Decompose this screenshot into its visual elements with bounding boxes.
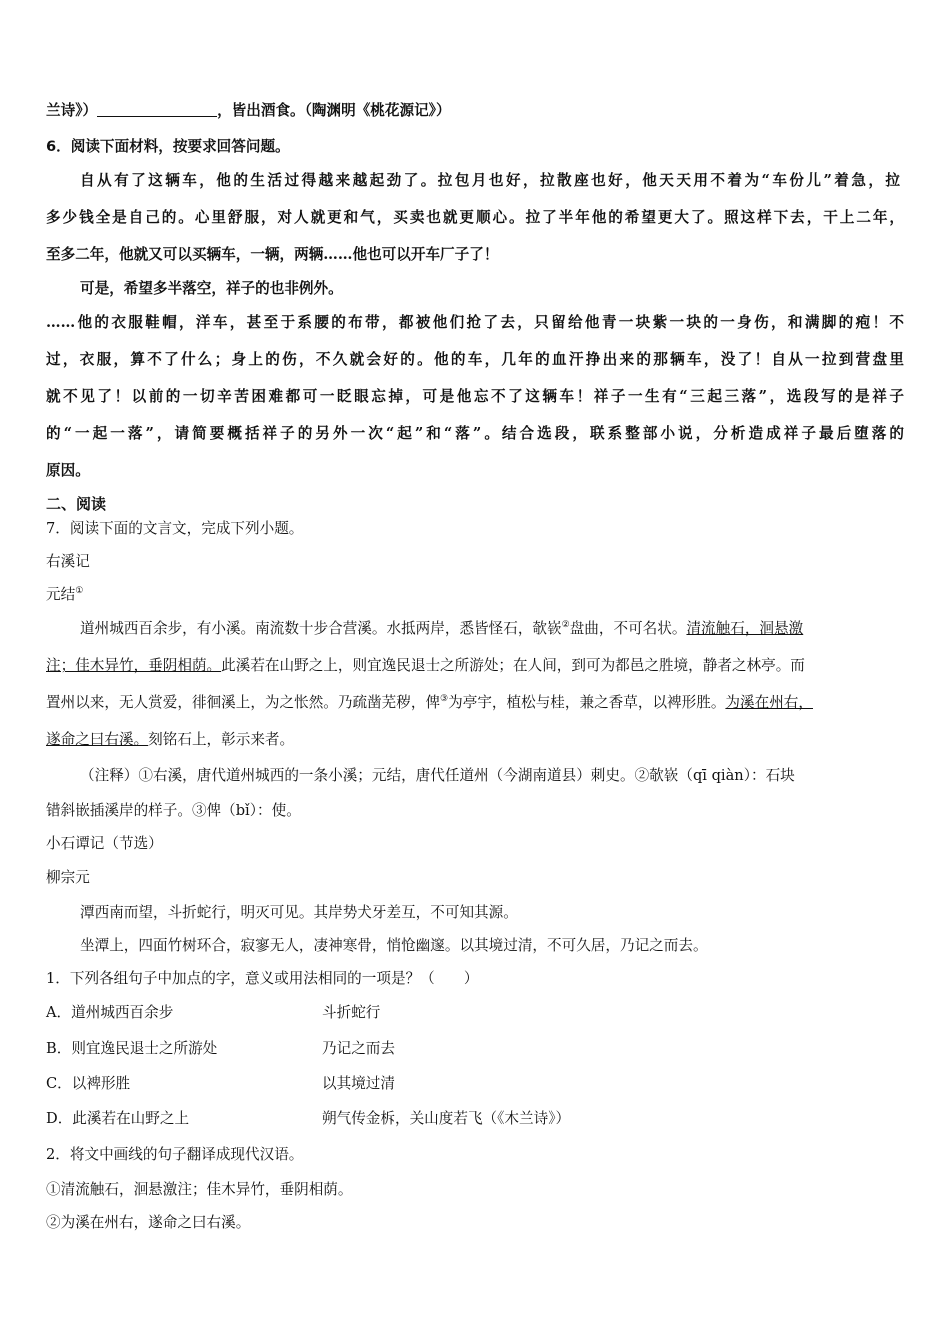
q6-line-1: 自从有了这辆车，他的生活过得越来越起劲了。拉包月也好，拉散座也好，他天天用不着为“车份儿”着急，拉	[80, 172, 900, 189]
sub2-stem: 2．将文中画线的句子翻译成现代汉语。	[46, 1146, 304, 1163]
sub1-stem: 1．下列各组句子中加点的字，意义或用法相同的一项是？（ ）	[46, 970, 479, 987]
underlined-sentence: 为溪在州右，	[725, 694, 813, 711]
p1-line-2: 注；佳木异竹，垂阴相荫。此溪若在山野之上，则宜逸民退士之所游处；在人间，到可为都邑之胜境，静者之林亭。而	[46, 657, 805, 674]
text2-title: 小石谭记（节选）	[46, 835, 163, 852]
option-c[interactable]: C．以裨形胜 以其境过清	[46, 1075, 395, 1092]
underlined-sentence: 注；佳木异竹，垂阴相荫。	[46, 657, 222, 674]
option-b[interactable]: B．则宜逸民退士之所游处 乃记之而去	[46, 1040, 395, 1057]
sub2-item-1: ①清流触石，洄悬激注；佳木异竹，垂阴相荫。	[46, 1181, 353, 1198]
q6-line-2: 多少钱全是自己的。心里舒服，对人就更和气，买卖也就更顺心。拉了半年他的希望更大了。照这样下去，干上二年，	[46, 209, 904, 226]
option-a[interactable]: A．道州城西百余步 斗折蛇行	[46, 1004, 381, 1021]
q6-line-9: 原因。	[46, 462, 90, 479]
q6-line-6: 过，衣服，算不了什么；身上的伤，不久就会好的。他的车，几年的血汗挣出来的那辆车，没了！自从一拉到营盘里	[46, 351, 904, 368]
p1-line-1: 道州城西百余步，有小溪。南流数十步合营溪。水抵两岸，悉皆怪石，欹嵚②盘曲，不可名状。清流触石，洄悬激	[80, 620, 804, 637]
answer-blank[interactable]	[97, 102, 217, 117]
notes-line-1: （注释）①右溪，唐代道州城西的一条小溪；元结，唐代任道州（今湖南道县）刺史。②欹嵚（qī qiàn）：石块	[80, 767, 795, 784]
q6-line-5: ……他的衣服鞋帽，洋车，甚至于系腰的布带，都被他们抢了去，只留给他青一块紫一块的一身伤，和满脚的疱！不	[46, 314, 904, 331]
text1-title: 右溪记	[46, 553, 90, 570]
section-heading: 二、阅读	[46, 495, 107, 513]
p2-line-2: 坐潭上，四面竹树环合，寂寥无人，凄神寒骨，悄怆幽邃。以其境过清，不可久居，乃记之而去。	[80, 937, 708, 954]
p1-line-3: 置州以来，无人赏爱，徘徊溪上，为之怅然。乃疏凿芜秽，俾③为亭宇，植松与桂，兼之香草，以裨形胜。为溪在州右，	[46, 694, 813, 711]
q6-line-8: 的“一起一落”，请简要概括祥子的另外一次“起”和“落”。结合选段，联系整部小说，分析造成祥子最后堕落的	[46, 425, 904, 442]
q6-line-3: 至多二年，他就又可以买辆车，一辆，两辆……他也可以开车厂子了！	[46, 246, 499, 263]
sub2-item-2: ②为溪在州右，遂命之曰右溪。	[46, 1214, 251, 1231]
q5-tail-prefix: 兰诗》）	[46, 102, 98, 119]
text2-author: 柳宗元	[46, 869, 90, 886]
q6-line-7: 就不见了！以前的一切辛苦困难都可一眨眼忘掉，可是他忘不了这辆车！祥子一生有“三起三落”，选段写的是祥子	[46, 388, 904, 405]
p2-line-1: 潭西南而望，斗折蛇行，明灭可见。其岸势犬牙差互，不可知其源。	[80, 904, 518, 921]
option-d[interactable]: D．此溪若在山野之上 朔气传金柝，关山度若飞（《木兰诗》）	[46, 1110, 571, 1127]
q6-line-4: 可是，希望多半落空，祥子的也非例外。	[80, 280, 343, 297]
underlined-sentence: 清流触石，洄悬激	[686, 620, 804, 637]
underlined-sentence: 遂命之曰右溪。	[46, 731, 149, 748]
p1-line-4: 遂命之曰右溪。刻铭石上，彰示来者。	[46, 731, 295, 748]
q5-tail-line	[46, 101, 904, 121]
q5-tail-suffix: ，皆出酒食。（陶渊明《桃花源记》）	[217, 102, 451, 119]
q7-heading: 7．阅读下面的文言文，完成下列小题。	[46, 520, 304, 537]
text1-author: 元结①	[46, 586, 84, 603]
q6-heading: 6．阅读下面材料，按要求回答问题。	[46, 138, 290, 155]
notes-line-2: 错斜嵌插溪岸的样子。③俾（bǐ）：使。	[46, 802, 301, 819]
